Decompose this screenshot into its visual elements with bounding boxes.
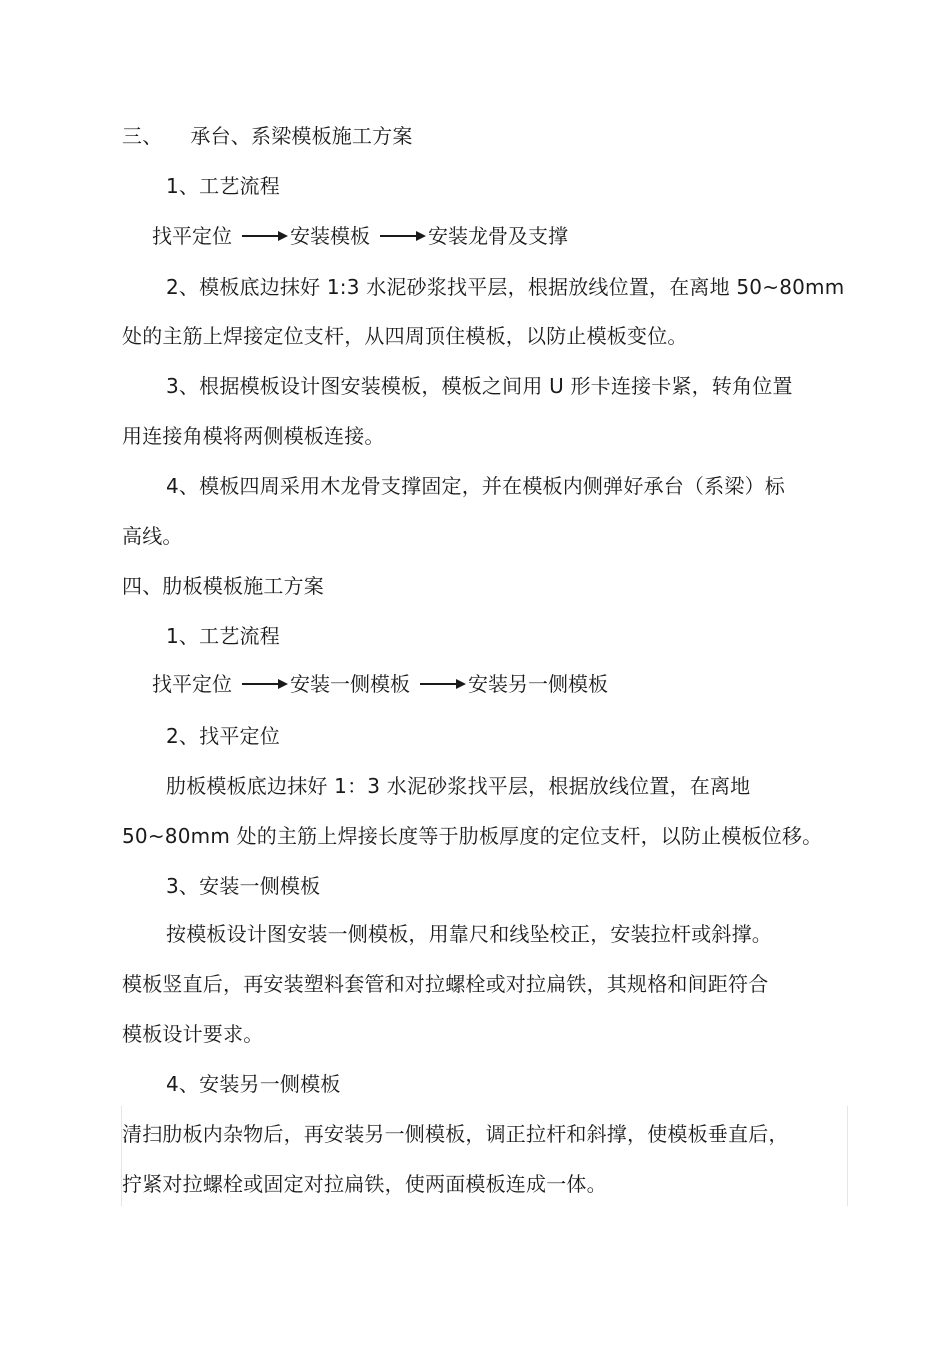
section-3-item-3-line-1: 3、根据模板设计图安装模板，模板之间用 U 形卡连接卡紧，转角位置 — [166, 374, 793, 398]
arrow-right-icon — [420, 670, 466, 698]
section-4-item-4-line-1: 清扫肋板内杂物后，再安装另一侧模板，调正拉杆和斜撑，使模板垂直后， — [122, 1122, 789, 1146]
flow-step-1: 找平定位 — [152, 224, 232, 248]
section-4-item-2-line-1: 肋板模板底边抹好 1：3 水泥砂浆找平层，根据放线位置，在离地 — [166, 774, 751, 798]
section-4-item-3-line-3: 模板设计要求。 — [122, 1022, 264, 1046]
section-3-item-4-line-2: 高线。 — [122, 524, 183, 548]
section-4-item-4-line-2: 拧紧对拉螺栓或固定对拉扁铁，使两面模板连成一体。 — [122, 1172, 607, 1196]
flow-step-1: 找平定位 — [152, 672, 232, 696]
section-3-item-2-line-1: 2、模板底边抹好 1:3 水泥砂浆找平层，根据放线位置，在离地 50~80mm — [166, 275, 845, 299]
section-4-item-2-line-2: 50~80mm 处的主筋上焊接长度等于肋板厚度的定位支杆，以防止模板位移。 — [122, 824, 823, 848]
box-right-border — [847, 1106, 848, 1206]
section-3-item-4-line-1: 4、模板四周采用木龙骨支撑固定，并在模板内侧弹好承台（系梁）标 — [166, 474, 785, 498]
section-4-item-2: 2、找平定位 — [166, 724, 280, 748]
section-3-item-2-line-2: 处的主筋上焊接定位支杆，从四周顶住模板，以防止模板变位。 — [122, 324, 688, 348]
section-4-item-3-line-2: 模板竖直后，再安装塑料套管和对拉螺栓或对拉扁铁，其规格和间距符合 — [122, 972, 769, 996]
section-3-title — [122, 122, 413, 150]
section-3-item-3-line-2: 用连接角模将两侧模板连接。 — [122, 424, 385, 448]
arrow-right-icon — [242, 670, 288, 698]
section-4-item-4: 4、安装另一侧模板 — [166, 1072, 341, 1096]
flow-step-2: 安装模板 — [290, 224, 370, 248]
section-3-title-text: 承台、系梁模板施工方案 — [190, 124, 413, 148]
flow-step-2: 安装一侧模板 — [290, 672, 410, 696]
section-4-flow — [152, 670, 608, 698]
section-4-item-3-line-1: 按模板设计图安装一侧模板，用靠尺和线坠校正，安装拉杆或斜撑。 — [166, 922, 772, 946]
section-3-number: 三、 — [122, 124, 163, 148]
section-4-item-3: 3、安装一侧模板 — [166, 874, 321, 898]
section-4-item-1: 1、工艺流程 — [166, 624, 280, 648]
section-4-title: 四、肋板模板施工方案 — [122, 574, 324, 598]
section-3-item-1: 1、工艺流程 — [166, 174, 280, 198]
section-3-flow — [152, 222, 568, 250]
flow-step-3: 安装龙骨及支撑 — [428, 224, 568, 248]
flow-step-3: 安装另一侧模板 — [468, 672, 608, 696]
arrow-right-icon — [242, 222, 288, 250]
arrow-right-icon — [380, 222, 426, 250]
